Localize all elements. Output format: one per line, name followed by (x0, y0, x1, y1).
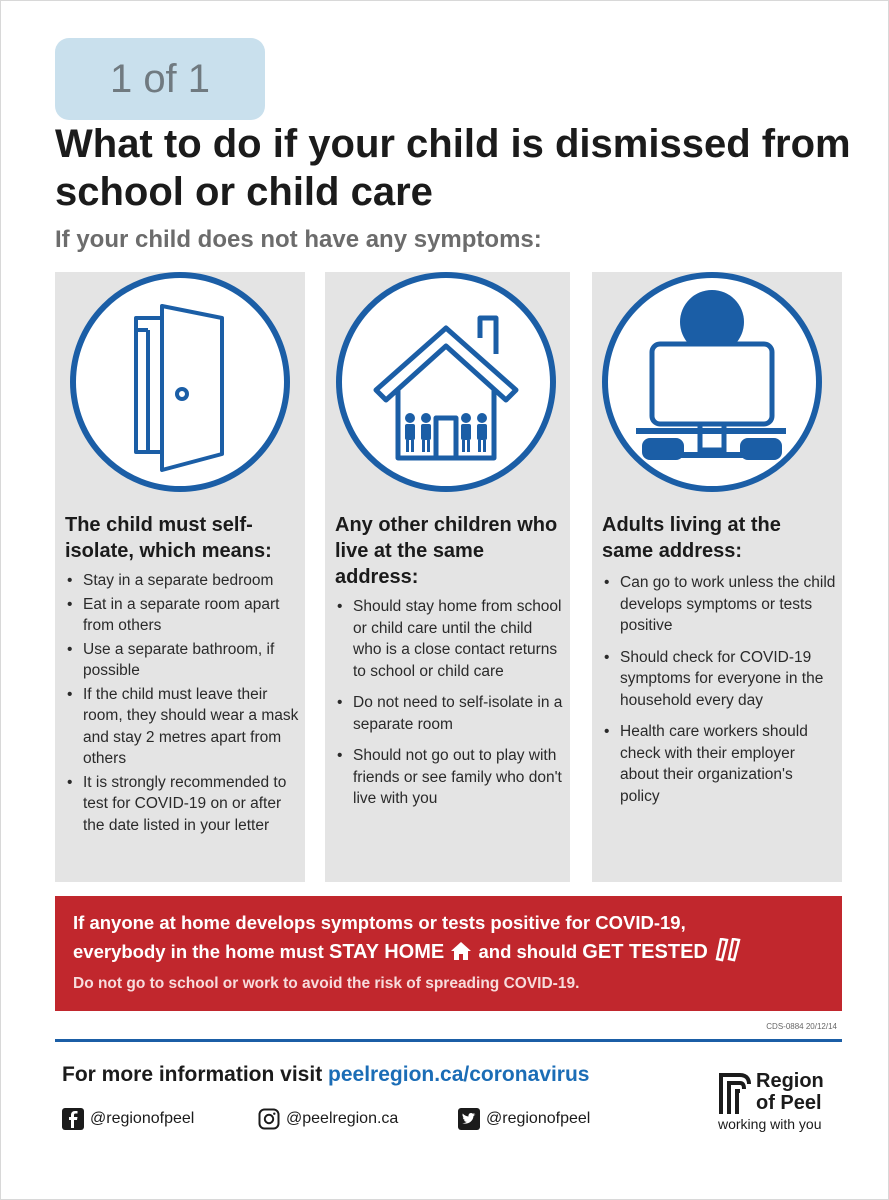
logo-text-line-1: Region (756, 1070, 824, 1092)
list-item: • Eat in a separate room apart from others (65, 594, 299, 637)
list-item: • Should check for COVID-19 symptoms for everyone in the household every day (602, 647, 836, 712)
door-icon-graphic (76, 278, 284, 486)
alert-line-2-prefix: everybody in the home must (73, 941, 329, 962)
home-icon (449, 940, 473, 970)
list-item: • Stay in a separate bedroom (65, 570, 299, 592)
logo-text-line-2: of Peel (756, 1092, 822, 1114)
bullet-list (65, 570, 299, 838)
logo-tagline: working with you (718, 1116, 822, 1132)
list-item: • It is strongly recommended to test for COVID-19 on or after the date listed in your letter (65, 772, 299, 837)
page-title: What to do if your child is dismissed from school or child care (55, 122, 851, 214)
stay-home-text: STAY HOME (328, 941, 445, 963)
social-handle: @regionofpeel (486, 1110, 591, 1127)
list-item: • Should not go out to play with friends or see family who don't live with you (335, 745, 564, 810)
list-item: • Should stay home from school or child care until the child who is a close contact returns to school or child care (335, 596, 564, 682)
door-icon (70, 272, 290, 492)
page-counter-badge: 1 of 1 (55, 38, 265, 120)
alert-line-2 (73, 937, 824, 970)
region-of-peel-logo (718, 1070, 848, 1140)
document-code: CDS-0884 20/12/14 (766, 1022, 837, 1031)
alert-line-2-middle: and should (473, 941, 583, 962)
list-item: • Health care workers should check with their employer about their organization's policy (602, 721, 836, 807)
test-tube-icon (713, 938, 743, 970)
facebook-icon (62, 1108, 84, 1130)
peel-logo-mark (718, 1072, 752, 1114)
list-item: • If the child must leave their room, they should wear a mask and stay 2 metres apart from others (65, 684, 299, 770)
social-handle: @regionofpeel (90, 1110, 195, 1127)
social-handle: @peelregion.ca (286, 1110, 399, 1127)
more-info-link[interactable]: peelregion.ca/coronavirus (328, 1063, 590, 1086)
social-facebook[interactable] (62, 1108, 194, 1130)
list-item: • Can go to work unless the child develops symptoms or tests positive (602, 572, 836, 637)
house-with-children-icon (336, 272, 556, 492)
alert-line-1: If anyone at home develops symptoms or tests positive for COVID-19, (73, 912, 686, 933)
computer-icon-graphic (608, 278, 816, 486)
social-instagram[interactable] (258, 1108, 398, 1130)
alert-banner (55, 896, 842, 1011)
bullet-list (602, 572, 836, 817)
social-twitter[interactable] (458, 1108, 590, 1130)
get-tested-text: GET TESTED (582, 941, 708, 963)
list-item: • Do not need to self-isolate in a separate room (335, 692, 564, 735)
column-child-self-isolate (55, 272, 305, 882)
twitter-icon (458, 1108, 480, 1130)
house-icon-graphic (342, 278, 550, 486)
column-heading: The child must self-isolate, which means: (65, 514, 272, 562)
page-subtitle: If your child does not have any symptoms: (55, 226, 542, 253)
alert-subtext: Do not go to school or work to avoid the risk of spreading COVID-19. (73, 975, 580, 992)
more-info-line (62, 1063, 589, 1087)
column-other-children (325, 272, 570, 882)
bullet-list (335, 596, 564, 820)
divider (55, 1039, 842, 1042)
column-heading: Adults living at the same address: (602, 514, 781, 562)
adult-at-computer-icon (602, 272, 822, 492)
instagram-icon (258, 1108, 280, 1130)
more-info-prefix: For more information visit (62, 1063, 329, 1086)
column-heading: Any other children who live at the same address: (335, 514, 558, 588)
list-item: • Use a separate bathroom, if possible (65, 639, 299, 682)
column-adults (592, 272, 842, 882)
